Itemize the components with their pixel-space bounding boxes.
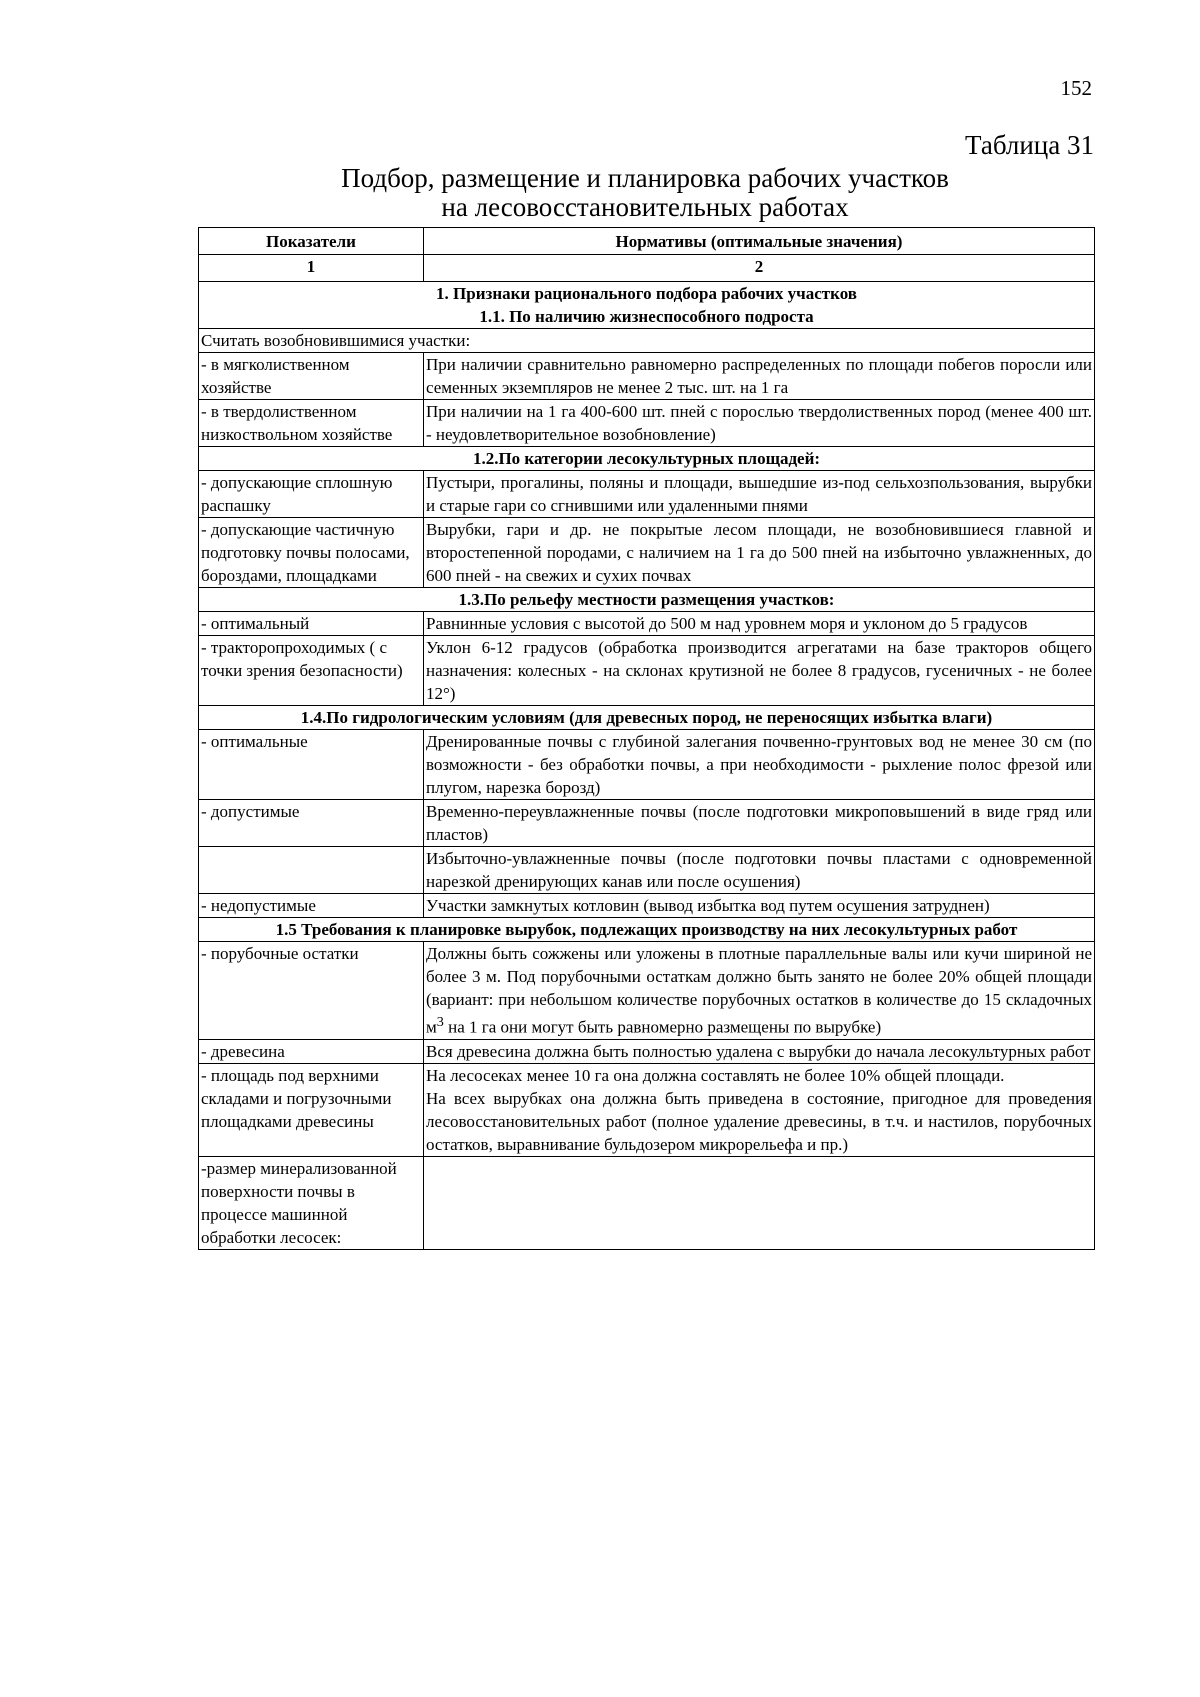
superscript-cubic: 3: [436, 1014, 444, 1030]
section-row: [199, 588, 1095, 612]
norm-cell: При наличии сравнительно равномерно распределенных по площади побегов поросли или семенных экземпляров не менее 2 тыс. шт. на 1 га: [424, 353, 1095, 400]
header-norms: Нормативы (оптимальные значения): [424, 228, 1095, 255]
table-row: [199, 800, 1095, 847]
norm-text-part-b: на 1 га они могут быть равномерно размещены по вырубке): [443, 1017, 882, 1037]
indicator-cell: - допустимые: [199, 800, 424, 847]
table-row: [199, 1156, 1095, 1249]
norm-cell: Уклон 6-12 градусов (обработка производится агрегатами на базе тракторов общего назначения: колесных - на склонах крутизной не более 8 градусов, гусеничных - не более 12°): [424, 636, 1095, 706]
column-number-row: [199, 255, 1095, 282]
norm-paragraph-2: На всех вырубках она должна быть приведена в состояние, пригодное для проведения лесовосстановительных работ (полное удаление древесины, в т.ч. и настилов, порубочных остатков, выравнивание бульдозером микрорельефа и пр.): [426, 1088, 1092, 1154]
table-row: [199, 847, 1095, 894]
title-line-2: на лесовосстановительных работах: [441, 192, 849, 222]
section-row: [199, 447, 1095, 471]
consider-restored-row: Считать возобновившимися участки:: [199, 329, 1095, 353]
norm-cell: Пустыри, прогалины, поляны и площади, вышедшие из-под сельхозпользования, вырубки и старые гари со сгнившими или удаленными пнями: [424, 471, 1095, 518]
header-row: [199, 228, 1095, 255]
section-1-4-heading: 1.4.По гидрологическим условиям (для древесных пород, не переносящих избытка влаги): [199, 706, 1095, 730]
section-1-5-heading: 1.5 Требования к планировке вырубок, подлежащих производству на них лесокультурных работ: [199, 918, 1095, 942]
table-row: [199, 612, 1095, 636]
indicator-cell: - древесина: [199, 1039, 424, 1063]
section-1-heading: [199, 282, 1095, 329]
norm-cell: [424, 942, 1095, 1040]
column-number-2: 2: [424, 255, 1095, 282]
table-row: [199, 400, 1095, 447]
indicator-cell: - тракторопроходимых ( с точки зрения безопасности): [199, 636, 424, 706]
section-1-1-title: 1.1. По наличию жизнеспособного подроста: [479, 307, 814, 326]
indicator-cell: - недопустимые: [199, 894, 424, 918]
norm-cell: Вырубки, гари и др. не покрытые лесом площади, не возобновившиеся главной и второстепенной породами, с наличием на 1 га до 500 пней на избыточно увлажненных, до 600 пней - на свежих и сухих почвах: [424, 518, 1095, 588]
table-row: [199, 730, 1095, 800]
section-row: [199, 918, 1095, 942]
section-row: [199, 282, 1095, 329]
section-1-3-heading: 1.3.По рельефу местности размещения участков:: [199, 588, 1095, 612]
table-row: [199, 942, 1095, 1040]
table-row: [199, 1063, 1095, 1156]
table-row: [199, 329, 1095, 353]
norm-cell: Временно-переувлажненные почвы (после подготовки микроповышений в виде гряд или пластов): [424, 800, 1095, 847]
norm-text-part-a: Должны быть сожжены или уложены в плотные параллельные валы или кучи шириной не более 3 м. Под порубочными остаткам должно быть занято не более 20% общей площади (вариант: при небольшом количестве порубочных остатков в количестве до 15 складочных м: [426, 944, 1092, 1037]
document-title: [198, 164, 1092, 222]
indicator-cell: - допускающие сплошную распашку: [199, 471, 424, 518]
indicator-cell: - оптимальный: [199, 612, 424, 636]
section-row: [199, 706, 1095, 730]
norm-cell: Избыточно-увлажненные почвы (после подготовки почвы пластами с одновременной нарезкой дренирующих канав или после осушения): [424, 847, 1095, 894]
table-row: [199, 894, 1095, 918]
norm-cell-empty: [424, 1156, 1095, 1249]
norm-cell: При наличии на 1 га 400-600 шт. пней с порослью твердолиственных пород (менее 400 шт. - неудовлетворительное возобновление): [424, 400, 1095, 447]
page-number: 152: [1060, 76, 1092, 100]
norm-cell: Вся древесина должна быть полностью удалена с вырубки до начала лесокультурных работ: [424, 1039, 1095, 1063]
table-row: [199, 636, 1095, 706]
norm-cell: Равнинные условия с высотой до 500 м над уровнем моря и уклоном до 5 градусов: [424, 612, 1095, 636]
table-caption: Таблица 31: [965, 130, 1094, 160]
table-row: [199, 518, 1095, 588]
indicator-cell: - в мягколиственном хозяйстве: [199, 353, 424, 400]
table-row: [199, 353, 1095, 400]
indicator-cell: -размер минерализованной поверхности почвы в процессе машинной обработки лесосек:: [199, 1156, 424, 1249]
section-1-title: 1. Признаки рационального подбора рабочих участков: [436, 284, 857, 303]
normative-table: [198, 227, 1095, 1250]
table-row: [199, 1039, 1095, 1063]
table-row: [199, 471, 1095, 518]
indicator-cell: - в твердолиственном низкоствольном хозяйстве: [199, 400, 424, 447]
indicator-cell: - порубочные остатки: [199, 942, 424, 1040]
title-line-1: Подбор, размещение и планировка рабочих участков: [341, 163, 949, 193]
norm-cell: Участки замкнутых котловин (вывод избытка вод путем осушения затруднен): [424, 894, 1095, 918]
indicator-cell: - площадь под верхними складами и погрузочными площадками древесины: [199, 1063, 424, 1156]
section-1-2-heading: 1.2.По категории лесокультурных площадей:: [199, 447, 1095, 471]
header-indicators: Показатели: [199, 228, 424, 255]
norm-cell: Дренированные почвы с глубиной залегания почвенно-грунтовых вод не менее 30 см (по возможности - без обработки почвы, а при необходимости - рыхление полос фрезой или плугом, нарезка борозд): [424, 730, 1095, 800]
indicator-cell: - оптимальные: [199, 730, 424, 800]
indicator-cell: - допускающие частичную подготовку почвы полосами, бороздами, площадками: [199, 518, 424, 588]
norm-cell: [424, 1063, 1095, 1156]
norm-paragraph-1: На лесосеках менее 10 га она должна составлять не более 10% общей площади.: [426, 1065, 1005, 1085]
indicator-cell: [199, 847, 424, 894]
column-number-1: 1: [199, 255, 424, 282]
